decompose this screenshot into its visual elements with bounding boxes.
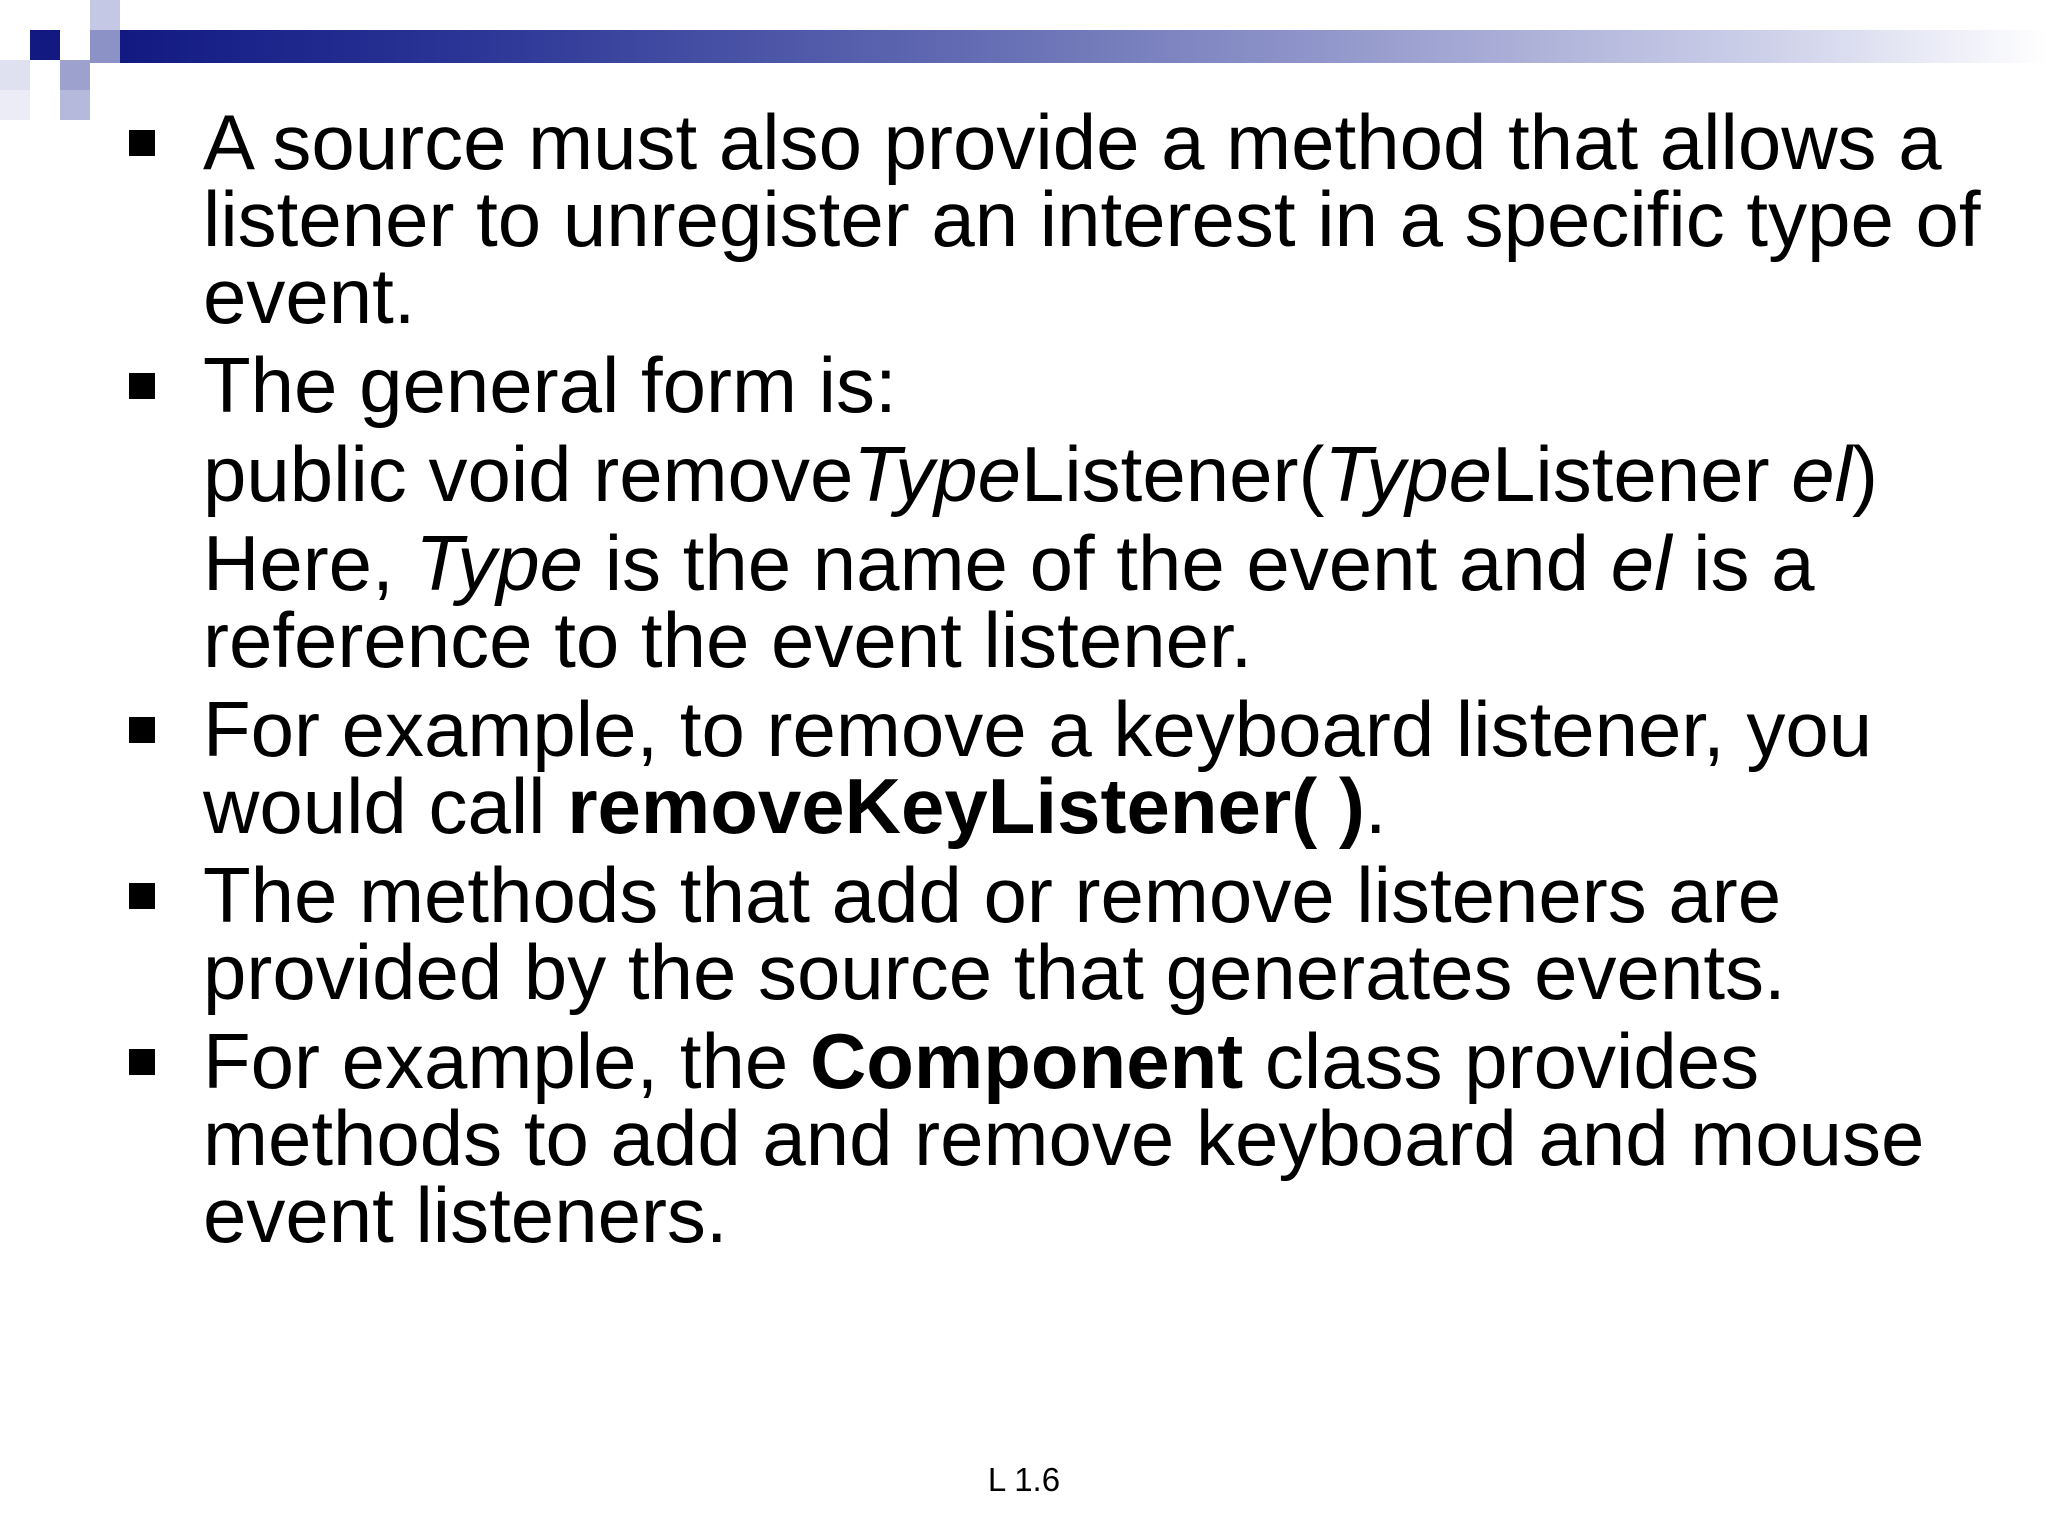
code-type-placeholder: Type [853,430,1021,518]
bullet-text: class provides methods to add and remove keyboard and mouse event listeners. [203,1017,1925,1259]
general-form-code [126,430,2026,518]
code-part: Listener( [1020,430,1325,518]
bullet-text: A source must also provide a method that allows a listener to unregister an interest in a specific type of event. [203,98,1981,340]
bullet-text: . [1364,762,1387,850]
bullet-item [126,98,2026,340]
decor-square [0,90,30,120]
bullet-text: The general form is: [203,341,897,429]
bullet-item [126,1017,2026,1259]
code-part: ) [1851,430,1878,518]
bullet-item [126,685,2026,850]
decor-square [0,0,30,30]
decor-square [60,90,90,120]
explanation-type: Type [415,519,584,607]
bullet-item [126,341,2026,429]
square-bullet-icon [129,373,155,399]
bullet-text: For example, the [203,1017,810,1105]
bullet-text: For example, to remove a keyboard listener, you would call [203,685,1873,850]
slide-number: L 1.6 [987,1461,1061,1498]
bullet-item [126,851,2026,1016]
explanation-part: is a reference to the event listener. [203,519,1815,684]
bullet-bold-text: removeKeyListener( ) [567,762,1365,850]
bullet-bold-text: Component [809,1017,1244,1105]
decor-square [90,30,120,63]
square-bullet-icon [129,1049,155,1075]
square-bullet-icon [129,130,155,156]
decor-square [0,60,30,90]
square-bullet-icon [129,883,155,909]
square-bullet-icon [129,717,155,743]
code-type-placeholder: Type [1324,430,1493,518]
explanation-part: is the name of the event and [583,519,1611,607]
code-part: Listener [1492,430,1792,518]
explanation-part: Here, [203,519,416,607]
code-part: public void remove [203,430,854,518]
code-param: el [1791,430,1852,518]
decor-square [90,0,120,30]
slide-content [126,98,2026,1266]
decor-square [60,60,90,90]
general-form-explanation [126,519,2026,684]
decor-square [30,30,60,60]
explanation-param: el [1610,519,1672,607]
header-gradient-bar [120,30,2048,63]
bullet-text: The methods that add or remove listeners are provided by the source that generates events. [203,851,1786,1016]
